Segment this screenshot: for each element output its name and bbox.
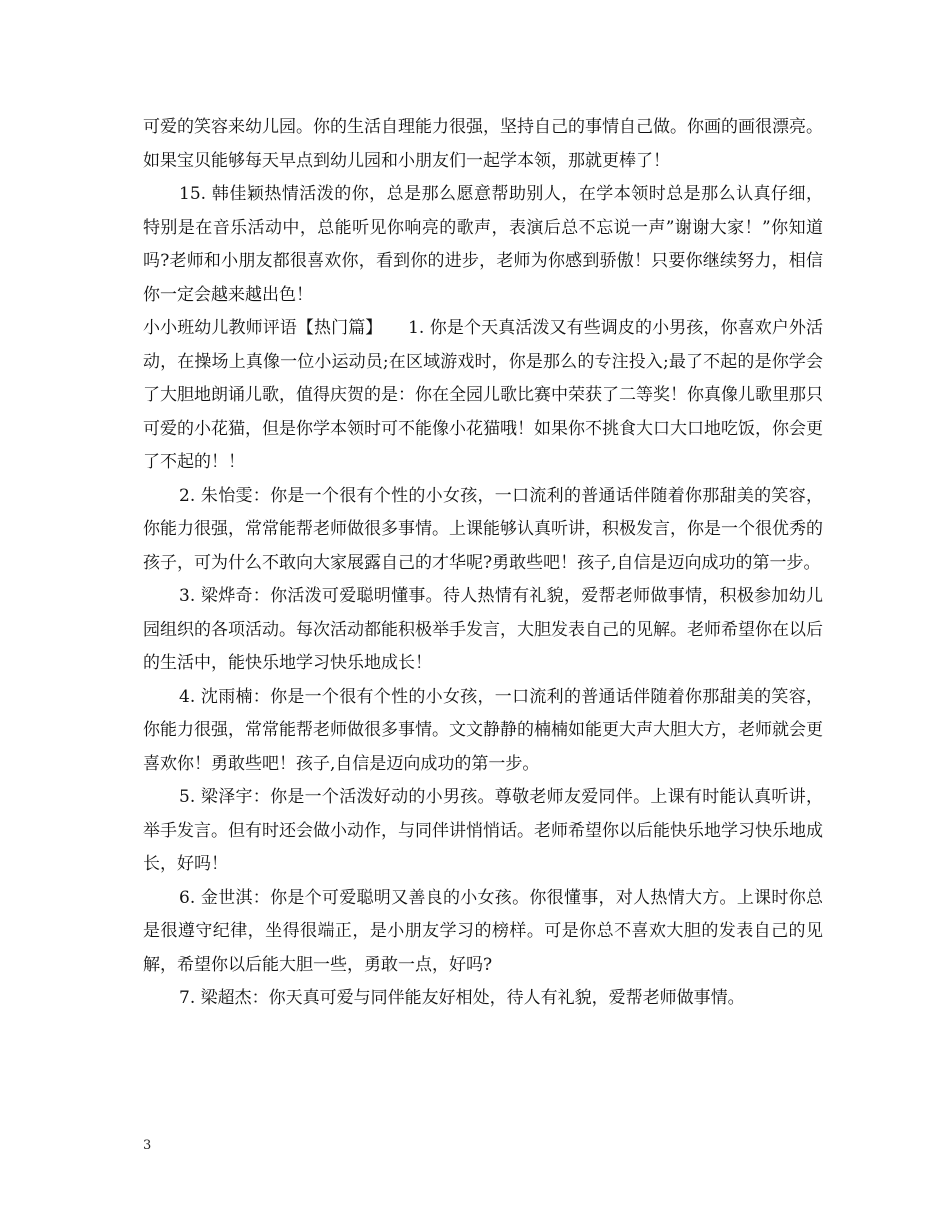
paragraph-item-5: 5. 梁泽宇：你是一个活泼好动的小男孩。尊敬老师友爱同伴。上课有时能认真听讲，举手发言。但有时还会做小动作，与同伴讲悄悄话。老师希望你以后能快乐地学习快乐地成长，好吗！	[143, 787, 823, 874]
paragraph-item-6: 6. 金世淇：你是个可爱聪明又善良的小女孩。你很懂事，对人热情大方。上课时你总是很遵守纪律，坐得很端正，是小朋友学习的榜样。可是你总不喜欢大胆的发表自己的见解，希望你以后能大胆一些，勇敢一点，好吗?	[143, 887, 823, 975]
paragraph-item-4: 4. 沈雨楠：你是一个很有个性的小女孩，一口流利的普通话伴随着你那甜美的笑容，你能力很强，常常能帮老师做很多事情。文文静静的楠楠如能更大声大胆大方，老师就会更喜欢你！勇敢些吧！孩子,自信是迈向成功的第一步。	[143, 686, 823, 774]
paragraph-item-15: 15. 韩佳颖热情活泼的你，总是那么愿意帮助别人，在学本领时总是那么认真仔细，特别是在音乐活动中，总能听见你响亮的歌声，表演后总不忘说一声”谢谢大家！”你知道吗?老师和小朋友都很喜欢你，看到你的进步，老师为你感到骄傲！只要你继续努力，相信你一定会越来越出色！	[143, 184, 823, 305]
paragraph-continuation: 可爱的笑容来幼儿园。你的生活自理能力很强，坚持自己的事情自己做。你画的画很漂亮。如果宝贝能够每天早点到幼儿园和小朋友们一起学本领，那就更棒了！	[143, 117, 823, 171]
paragraph-item-2: 2. 朱怡雯：你是一个很有个性的小女孩，一口流利的普通话伴随着你那甜美的笑容，你能力很强，常常能帮老师做很多事情。上课能够认真听讲，积极发言，你是一个很优秀的孩子，可为什么不敢向大家展露自己的才华呢?勇敢些吧！孩子,自信是迈向成功的第一步。	[143, 485, 823, 573]
document-body	[143, 111, 823, 1016]
paragraph-section-heading-item-1: 小小班幼儿教师评语【热门篇】 1. 你是个天真活泼又有些调皮的小男孩，你喜欢户外活动，在操场上真像一位小运动员;在区域游戏时，你是那么的专注投入;最了不起的是你学会了大胆地朗诵儿歌，值得庆贺的是：你在全园儿歌比赛中荣获了二等奖！你真像儿歌里那只可爱的小花猫，但是你学本领时可不能像小花猫哦！如果你不挑食大口大口地吃饭，你会更了不起的！！	[143, 318, 823, 472]
page-number: 3	[143, 1138, 152, 1153]
paragraph-item-7: 7. 梁超杰：你天真可爱与同伴能友好相处，待人有礼貌，爱帮老师做事情。	[179, 988, 745, 1008]
paragraph-item-3: 3. 梁烨奇：你活泼可爱聪明懂事。待人热情有礼貌，爱帮老师做事情，积极参加幼儿园组织的各项活动。每次活动都能积极举手发言，大胆发表自己的见解。老师希望你在以后的生活中，能快乐地学习快乐地成长！	[143, 586, 823, 673]
